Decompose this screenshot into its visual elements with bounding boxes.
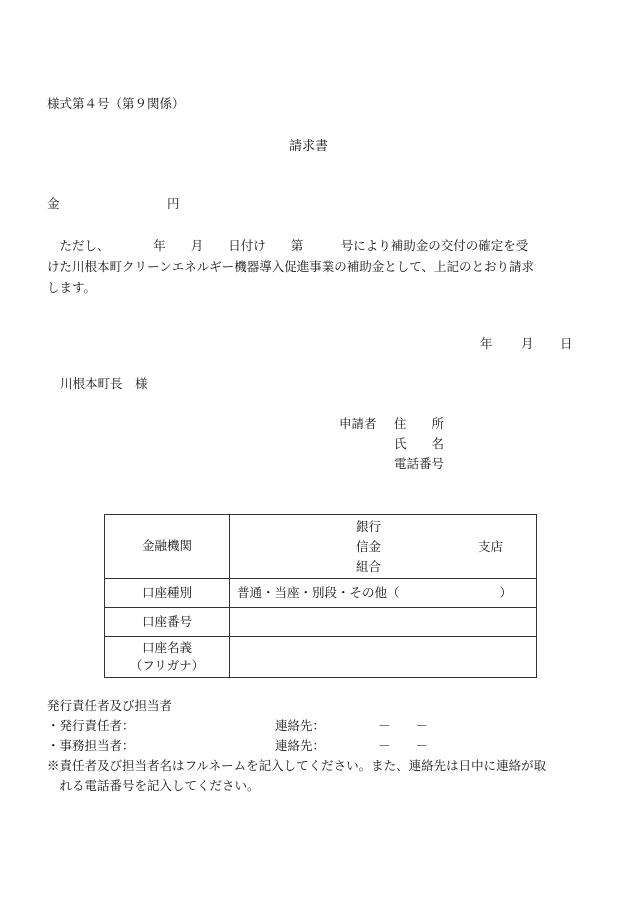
institution-type-shinkin: 信金: [356, 539, 382, 554]
applicant-name-label: 氏 名: [394, 436, 445, 451]
note-line: れる電話番号を記入してください。: [47, 778, 260, 793]
account-number-label: 口座番号: [105, 608, 230, 637]
applicant-label: 申請者: [339, 416, 377, 431]
body-paragraph: [47, 235, 582, 298]
date-day: 日: [560, 336, 573, 351]
contact-phone-separators: － －: [378, 718, 429, 733]
institution-type-kumiai: 組合: [356, 559, 382, 574]
contact-role: ・事務担当者：: [47, 738, 135, 753]
contact-heading: 発行責任者及び担当者: [47, 698, 173, 713]
account-number-field: [230, 608, 537, 637]
account-name-label: [105, 637, 230, 678]
account-name-field: [230, 637, 537, 678]
body-line: ただし、 年 月 日付け 第 号により補助金の交付の確定を受: [47, 238, 529, 253]
bank-account-table: [104, 514, 537, 678]
amount-unit: 円: [167, 196, 180, 211]
date-year: 年: [480, 336, 493, 351]
institution-cell: [230, 515, 537, 579]
institution-label: 金融機関: [105, 515, 230, 579]
contact-role: ・発行責任者：: [47, 718, 135, 733]
account-name-label-sub: （フリガナ）: [129, 658, 205, 673]
branch-label: 支店: [478, 539, 504, 554]
contact-phone-separators: － －: [378, 738, 429, 753]
table-row: [105, 579, 537, 608]
applicant-address-label: 住 所: [394, 416, 445, 431]
applicant-phone-label: 電話番号: [394, 456, 445, 471]
amount-prefix: 金: [47, 196, 60, 211]
document-title: 請求書: [289, 139, 329, 154]
institution-type-bank: 銀行: [356, 519, 382, 534]
date-month: 月: [521, 336, 534, 351]
body-line: けた川根本町クリーンエネルギー機器導入促進事業の補助金として、上記のとおり請求: [47, 259, 535, 274]
contact-phone-label: 連絡先：: [275, 738, 326, 753]
body-line: します。: [47, 280, 97, 295]
contact-note: [47, 756, 582, 796]
account-type-label: 口座種別: [105, 579, 230, 608]
account-type-options: 普通・当座・別段・その他（ ）: [230, 579, 537, 608]
recipient: 川根本町長 様: [60, 376, 148, 391]
contact-phone-label: 連絡先：: [275, 718, 326, 733]
table-row: [105, 637, 537, 678]
note-line: ※責任者及び担当者名はフルネームを記入してください。また、連絡先は日中に連絡が取: [47, 758, 547, 773]
form-number: 様式第４号（第９関係）: [47, 96, 185, 111]
table-row: [105, 608, 537, 637]
account-name-label-main: 口座名義: [141, 640, 192, 655]
table-row: [105, 515, 537, 579]
